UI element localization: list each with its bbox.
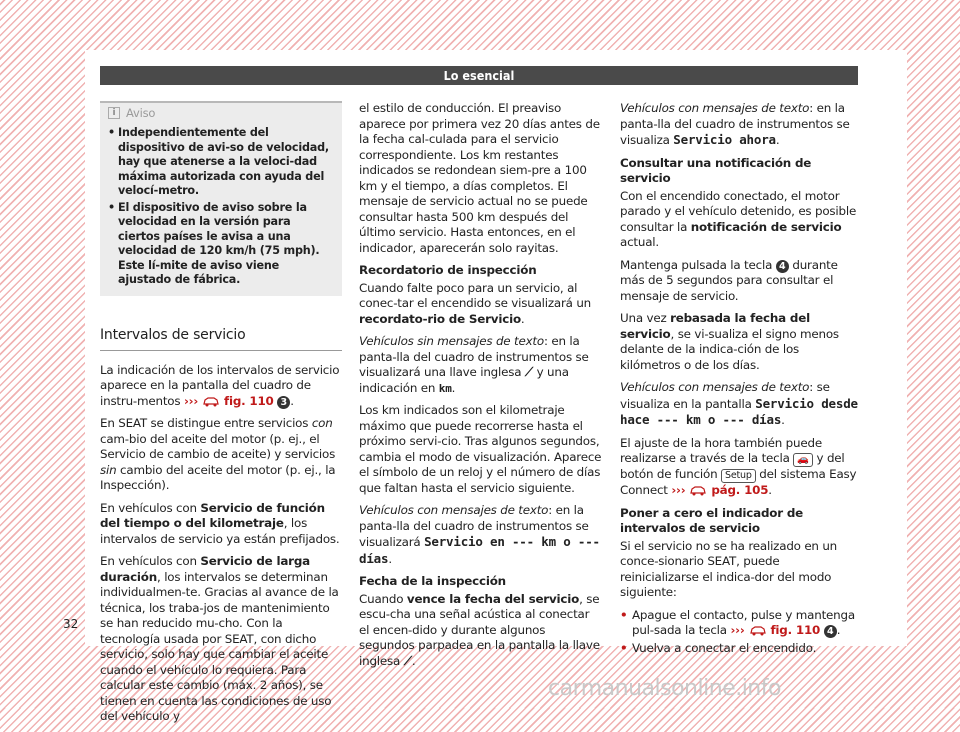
column-2 <box>359 101 603 676</box>
paragraph: Mantenga pulsada la tecla 4 durante más de 5 segundos para consultar el mensaje de servicio. <box>620 257 838 303</box>
column-3 <box>620 101 860 663</box>
wrench-icon: ⟋ <box>524 365 534 379</box>
cross-reference-link[interactable]: ››› fig. 110 <box>730 623 821 637</box>
paragraph: En vehículos con Servicio de larga duración, los intervalos se determinan individualmen-te. Gracias al avance de la técnica, los traba-jos de mantenimiento se han reducido mu-cho. Con la tecnología usada por SEAT, con dicho servicio, solo hay que cambiar el aceite cuando el vehículo lo requiera. Para calcular este cambio (máx. 2 años), se tienen en cuenta las condiciones de uso del vehículo y <box>100 554 339 723</box>
paragraph <box>620 156 860 187</box>
paragraph: el estilo de conducción. El preaviso aparece por primera vez 20 días antes de la fecha cal-culada para el servicio correspondiente. Los km restantes indicados se redondean siem-pre a 100 km y el tiempo, a días completos. El mensaje de servicio actual no se puede consultar hasta 500 km después del último servicio. Hasta entonces, en el indicador, aparecerán solo rayitas. <box>359 101 600 255</box>
info-icon: i <box>108 107 120 119</box>
setup-key[interactable]: Setup <box>721 469 756 483</box>
callout-number: 4 <box>824 625 837 638</box>
paragraph: Una vez rebasada la fecha del servicio, se vi-sualiza el signo menos delante de la indica-ción de los kilómetros o de los días. <box>620 311 839 372</box>
paragraph <box>359 574 603 590</box>
bullet-item: • Vuelva a conectar el encendido. <box>620 641 860 657</box>
paragraph: Si el servicio no se ha realizado en un conce-sionario SEAT, puede reinicializarse el indica-dor del modo siguiente: <box>620 538 838 599</box>
subheading: Recordatorio de inspección <box>359 263 537 277</box>
paragraph: Vehículos sin mensajes de texto: en la panta-lla del cuadro de instrumentos se visualizará una llave inglesa ⟋ y una indicación en km. <box>359 334 589 395</box>
paragraph: Vehículos con mensajes de texto: en la panta-lla del cuadro de instrumentos se visualiza Servicio ahora. <box>620 101 850 147</box>
paragraph: Con el encendido conectado, el motor parado y el vehículo detenido, es posible consultar la notificación de servicio actual. <box>620 188 857 249</box>
bullet-item: • Apague el contacto, pulse y mantenga pul-sada la tecla ››› fig. 110 4 . <box>620 608 860 639</box>
car-key-icon: 🚗 <box>793 453 813 467</box>
page-header: Lo esencial <box>100 66 858 85</box>
paragraph <box>620 506 860 537</box>
cross-reference-link[interactable]: ››› pág. 105 <box>671 483 769 497</box>
callout-number: 4 <box>776 260 789 273</box>
subheading: Fecha de la inspección <box>359 574 506 588</box>
paragraph: El ajuste de la hora también puede realizarse a través de la tecla 🚗 y del botón de función Setup del sistema Easy Connect ››› pág. 105. <box>620 435 857 497</box>
car-reference-icon <box>202 396 220 407</box>
wrench-icon: ⟋ <box>403 653 412 668</box>
notice-item: • Independientemente del dispositivo de avi-so de velocidad, hay que atenerse a la veloci-dad máxima autorizada con ayuda del velocí-metro. <box>108 126 334 199</box>
subheading: Consultar una notificación de servicio <box>620 155 812 185</box>
watermark: carmanualsonline.info <box>548 676 781 701</box>
paragraph: Vehículos con mensajes de texto: en la panta-lla del cuadro de instrumentos se visualizará Servicio en --- km o --- días. <box>359 503 600 566</box>
warning-notice <box>100 101 342 296</box>
section-title: Intervalos de servicio <box>100 326 342 351</box>
paragraph <box>359 263 603 279</box>
paragraph: Vehículos con mensajes de texto: se visualiza en la pantalla Servicio desde hace --- km o --- días. <box>620 380 858 427</box>
page-number: 32 <box>63 617 79 631</box>
subheading: Poner a cero el indicador de intervalos de servicio <box>620 505 804 535</box>
notice-list <box>108 126 334 288</box>
paragraph: Cuando vence la fecha del servicio, se escu-cha una señal acústica al conectar el encen-dido y durante algunos segundos parpadea en la pantalla la llave inglesa ⟋. <box>359 591 600 668</box>
column-1 <box>100 101 342 732</box>
callout-number: 3 <box>277 396 290 409</box>
car-reference-icon <box>749 625 767 636</box>
paragraph: La indicación de los intervalos de servicio aparece en la pantalla del cuadro de instru-mentos ››› fig. 110 3 . <box>100 362 340 408</box>
car-reference-icon <box>689 485 707 496</box>
cross-reference-link[interactable]: ››› fig. 110 <box>183 393 274 408</box>
paragraph: Cuando falte poco para un servicio, al conec-tar el encendido se visualizará un recordato-rio de Servicio. <box>359 280 592 326</box>
paragraph: En vehículos con Servicio de función del tiempo o del kilometraje, los intervalos de servicio ya están prefijados. <box>100 500 340 546</box>
paragraph: Los km indicados son el kilometraje máximo que puede recorrerse hasta el próximo servi-cio. Tras algunos segundos, cambia el modo de visualización. Aparece el símbolo de un reloj y el número de días que faltan hasta el servicio siguiente. <box>359 403 602 495</box>
notice-item: • El dispositivo de aviso sobre la velocidad en la versión para ciertos países le avisa a una velocidad de 120 km/h (75 mph). Este lí-mite de aviso viene ajustado de fábrica. <box>108 201 334 288</box>
notice-title: Aviso <box>126 106 156 120</box>
paragraph: En SEAT se distingue entre servicios con cam-bio del aceite del motor (p. ej., el Servicio de cambio de aceite) y servicios sin cambio del aceite del motor (p. ej., la Inspección). <box>100 416 336 492</box>
